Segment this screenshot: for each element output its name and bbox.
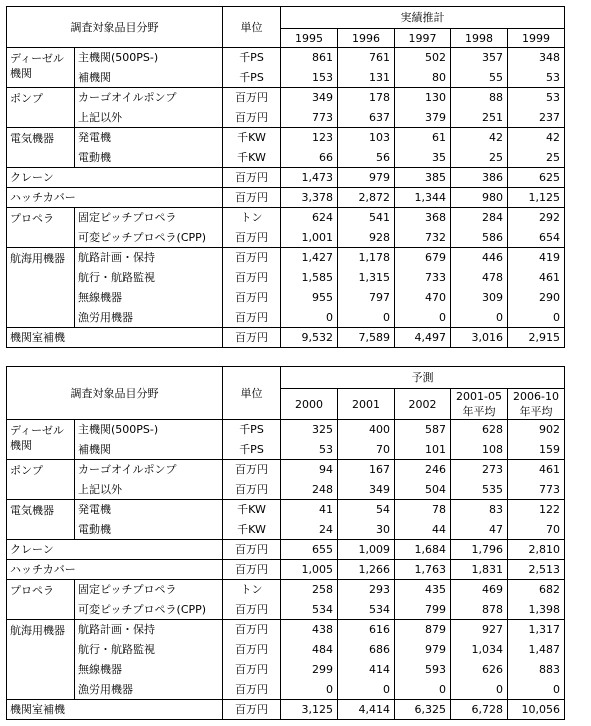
category-label: ポンプ bbox=[7, 460, 75, 500]
header-row bbox=[7, 7, 565, 29]
unit-cell: 百万円 bbox=[223, 308, 281, 328]
header-unit: 単位 bbox=[223, 7, 281, 48]
value-cell: 122 bbox=[508, 500, 565, 520]
value-cell: 0 bbox=[451, 308, 508, 328]
table-row bbox=[7, 620, 565, 640]
value-cell: 637 bbox=[338, 108, 395, 128]
value-cell: 593 bbox=[395, 660, 451, 680]
category-label: 機関室補機 bbox=[7, 328, 223, 348]
value-cell: 469 bbox=[451, 580, 508, 600]
unit-cell: 百万円 bbox=[223, 168, 281, 188]
item-label: 主機関(500PS-) bbox=[75, 420, 223, 440]
item-label: 補機関 bbox=[75, 68, 223, 88]
unit-cell: 千PS bbox=[223, 420, 281, 440]
value-cell: 130 bbox=[395, 88, 451, 108]
value-cell: 2,513 bbox=[508, 560, 565, 580]
value-cell: 284 bbox=[451, 208, 508, 228]
value-cell: 2,810 bbox=[508, 540, 565, 560]
year-header: 2002 bbox=[395, 389, 451, 420]
value-cell: 56 bbox=[338, 148, 395, 168]
item-label: 航行・航路監視 bbox=[75, 640, 223, 660]
category-label: 機関室補機 bbox=[7, 700, 223, 720]
value-cell: 290 bbox=[508, 288, 565, 308]
category-label: 電気機器 bbox=[7, 128, 75, 168]
value-cell: 883 bbox=[508, 660, 565, 680]
unit-cell: 百万円 bbox=[223, 288, 281, 308]
category-label: ディーゼル機関 bbox=[7, 420, 75, 460]
value-cell: 349 bbox=[338, 480, 395, 500]
value-cell: 655 bbox=[281, 540, 338, 560]
value-cell: 70 bbox=[338, 440, 395, 460]
value-cell: 61 bbox=[395, 128, 451, 148]
value-cell: 3,125 bbox=[281, 700, 338, 720]
value-cell: 246 bbox=[395, 460, 451, 480]
header-unit: 単位 bbox=[223, 367, 281, 420]
item-label: 上記以外 bbox=[75, 108, 223, 128]
item-label: 主機関(500PS-) bbox=[75, 48, 223, 68]
value-cell: 379 bbox=[395, 108, 451, 128]
table-row bbox=[7, 88, 565, 108]
item-label: 固定ピッチプロペラ bbox=[75, 580, 223, 600]
year-header: 2006-10 年平均 bbox=[508, 389, 565, 420]
value-cell: 773 bbox=[281, 108, 338, 128]
value-cell: 10,056 bbox=[508, 700, 565, 720]
value-cell: 419 bbox=[508, 248, 565, 268]
unit-cell: 百万円 bbox=[223, 660, 281, 680]
table-row bbox=[7, 580, 565, 600]
value-cell: 773 bbox=[508, 480, 565, 500]
table-row bbox=[7, 268, 565, 288]
item-label: 上記以外 bbox=[75, 480, 223, 500]
value-cell: 41 bbox=[281, 500, 338, 520]
unit-cell: 千KW bbox=[223, 148, 281, 168]
year-header: 1995 bbox=[281, 29, 338, 48]
value-cell: 309 bbox=[451, 288, 508, 308]
header-row bbox=[7, 367, 565, 389]
value-cell: 292 bbox=[508, 208, 565, 228]
unit-cell: 千PS bbox=[223, 48, 281, 68]
category-label: クレーン bbox=[7, 168, 223, 188]
value-cell: 349 bbox=[281, 88, 338, 108]
unit-cell: 百万円 bbox=[223, 480, 281, 500]
value-cell: 131 bbox=[338, 68, 395, 88]
value-cell: 80 bbox=[395, 68, 451, 88]
table-row bbox=[7, 520, 565, 540]
item-label: 漁労用機器 bbox=[75, 680, 223, 700]
value-cell: 861 bbox=[281, 48, 338, 68]
unit-cell: 千KW bbox=[223, 520, 281, 540]
value-cell: 66 bbox=[281, 148, 338, 168]
value-cell: 446 bbox=[451, 248, 508, 268]
value-cell: 534 bbox=[281, 600, 338, 620]
value-cell: 0 bbox=[338, 308, 395, 328]
value-cell: 1,266 bbox=[338, 560, 395, 580]
value-cell: 1,831 bbox=[451, 560, 508, 580]
category-label: 航海用機器 bbox=[7, 248, 75, 328]
year-header: 1996 bbox=[338, 29, 395, 48]
value-cell: 625 bbox=[508, 168, 565, 188]
table-row bbox=[7, 68, 565, 88]
table-row bbox=[7, 640, 565, 660]
value-cell: 679 bbox=[395, 248, 451, 268]
item-label: 固定ピッチプロペラ bbox=[75, 208, 223, 228]
year-header: 2000 bbox=[281, 389, 338, 420]
table-row bbox=[7, 420, 565, 440]
table-row bbox=[7, 560, 565, 580]
value-cell: 159 bbox=[508, 440, 565, 460]
value-cell: 385 bbox=[395, 168, 451, 188]
value-cell: 504 bbox=[395, 480, 451, 500]
header-group: 予測 bbox=[281, 367, 565, 389]
table-row bbox=[7, 48, 565, 68]
item-label: 電動機 bbox=[75, 520, 223, 540]
unit-cell: 百万円 bbox=[223, 640, 281, 660]
value-cell: 293 bbox=[338, 580, 395, 600]
item-label: カーゴオイルポンプ bbox=[75, 460, 223, 480]
unit-cell: 百万円 bbox=[223, 248, 281, 268]
value-cell: 357 bbox=[451, 48, 508, 68]
actual-estimate-table bbox=[6, 6, 565, 348]
value-cell: 979 bbox=[338, 168, 395, 188]
value-cell: 25 bbox=[508, 148, 565, 168]
item-label: 無線機器 bbox=[75, 660, 223, 680]
value-cell: 25 bbox=[451, 148, 508, 168]
value-cell: 484 bbox=[281, 640, 338, 660]
value-cell: 400 bbox=[338, 420, 395, 440]
value-cell: 686 bbox=[338, 640, 395, 660]
item-label: 補機関 bbox=[75, 440, 223, 460]
header-group: 実績推計 bbox=[281, 7, 565, 29]
value-cell: 535 bbox=[451, 480, 508, 500]
value-cell: 1,585 bbox=[281, 268, 338, 288]
item-label: 航路計画・保持 bbox=[75, 248, 223, 268]
value-cell: 733 bbox=[395, 268, 451, 288]
value-cell: 7,589 bbox=[338, 328, 395, 348]
value-cell: 461 bbox=[508, 268, 565, 288]
table-row bbox=[7, 288, 565, 308]
value-cell: 368 bbox=[395, 208, 451, 228]
value-cell: 4,497 bbox=[395, 328, 451, 348]
value-cell: 6,728 bbox=[451, 700, 508, 720]
item-label: カーゴオイルポンプ bbox=[75, 88, 223, 108]
value-cell: 9,532 bbox=[281, 328, 338, 348]
category-label: 航海用機器 bbox=[7, 620, 75, 700]
unit-cell: 千KW bbox=[223, 500, 281, 520]
item-label: 発電機 bbox=[75, 500, 223, 520]
value-cell: 879 bbox=[395, 620, 451, 640]
value-cell: 42 bbox=[451, 128, 508, 148]
value-cell: 1,796 bbox=[451, 540, 508, 560]
item-label: 可変ピッチプロペラ(CPP) bbox=[75, 600, 223, 620]
value-cell: 248 bbox=[281, 480, 338, 500]
unit-cell: 千PS bbox=[223, 440, 281, 460]
value-cell: 325 bbox=[281, 420, 338, 440]
value-cell: 0 bbox=[281, 308, 338, 328]
table-row bbox=[7, 248, 565, 268]
value-cell: 927 bbox=[451, 620, 508, 640]
value-cell: 273 bbox=[451, 460, 508, 480]
value-cell: 586 bbox=[451, 228, 508, 248]
table-row bbox=[7, 500, 565, 520]
value-cell: 251 bbox=[451, 108, 508, 128]
value-cell: 47 bbox=[451, 520, 508, 540]
value-cell: 6,325 bbox=[395, 700, 451, 720]
item-label: 無線機器 bbox=[75, 288, 223, 308]
table-row bbox=[7, 440, 565, 460]
value-cell: 2,915 bbox=[508, 328, 565, 348]
value-cell: 902 bbox=[508, 420, 565, 440]
value-cell: 3,016 bbox=[451, 328, 508, 348]
value-cell: 53 bbox=[508, 88, 565, 108]
table-row bbox=[7, 460, 565, 480]
table-row bbox=[7, 128, 565, 148]
value-cell: 534 bbox=[338, 600, 395, 620]
value-cell: 628 bbox=[451, 420, 508, 440]
value-cell: 438 bbox=[281, 620, 338, 640]
value-cell: 237 bbox=[508, 108, 565, 128]
unit-cell: トン bbox=[223, 208, 281, 228]
value-cell: 299 bbox=[281, 660, 338, 680]
item-label: 電動機 bbox=[75, 148, 223, 168]
value-cell: 616 bbox=[338, 620, 395, 640]
value-cell: 153 bbox=[281, 68, 338, 88]
value-cell: 955 bbox=[281, 288, 338, 308]
header-item-category: 調査対象品目分野 bbox=[7, 367, 223, 420]
value-cell: 70 bbox=[508, 520, 565, 540]
header-item-category: 調査対象品目分野 bbox=[7, 7, 223, 48]
value-cell: 0 bbox=[281, 680, 338, 700]
value-cell: 24 bbox=[281, 520, 338, 540]
value-cell: 0 bbox=[451, 680, 508, 700]
value-cell: 1,178 bbox=[338, 248, 395, 268]
table-row bbox=[7, 188, 565, 208]
category-label: ポンプ bbox=[7, 88, 75, 128]
value-cell: 470 bbox=[395, 288, 451, 308]
unit-cell: 百万円 bbox=[223, 88, 281, 108]
value-cell: 1,684 bbox=[395, 540, 451, 560]
value-cell: 54 bbox=[338, 500, 395, 520]
value-cell: 1,125 bbox=[508, 188, 565, 208]
value-cell: 541 bbox=[338, 208, 395, 228]
year-header: 1998 bbox=[451, 29, 508, 48]
value-cell: 478 bbox=[451, 268, 508, 288]
table-row bbox=[7, 228, 565, 248]
unit-cell: 百万円 bbox=[223, 188, 281, 208]
value-cell: 0 bbox=[338, 680, 395, 700]
unit-cell: 百万円 bbox=[223, 680, 281, 700]
value-cell: 0 bbox=[508, 308, 565, 328]
year-header: 2001-05 年平均 bbox=[451, 389, 508, 420]
value-cell: 682 bbox=[508, 580, 565, 600]
table-row bbox=[7, 168, 565, 188]
value-cell: 626 bbox=[451, 660, 508, 680]
value-cell: 502 bbox=[395, 48, 451, 68]
year-header: 2001 bbox=[338, 389, 395, 420]
category-label: プロペラ bbox=[7, 580, 75, 620]
value-cell: 386 bbox=[451, 168, 508, 188]
item-label: 航行・航路監視 bbox=[75, 268, 223, 288]
value-cell: 167 bbox=[338, 460, 395, 480]
category-label: ディーゼル機関 bbox=[7, 48, 75, 88]
category-label: ハッチカバー bbox=[7, 188, 223, 208]
table-row bbox=[7, 108, 565, 128]
value-cell: 587 bbox=[395, 420, 451, 440]
value-cell: 348 bbox=[508, 48, 565, 68]
table-row bbox=[7, 308, 565, 328]
value-cell: 624 bbox=[281, 208, 338, 228]
value-cell: 178 bbox=[338, 88, 395, 108]
item-label: 発電機 bbox=[75, 128, 223, 148]
value-cell: 1,315 bbox=[338, 268, 395, 288]
value-cell: 1,473 bbox=[281, 168, 338, 188]
value-cell: 35 bbox=[395, 148, 451, 168]
value-cell: 258 bbox=[281, 580, 338, 600]
value-cell: 928 bbox=[338, 228, 395, 248]
unit-cell: 百万円 bbox=[223, 228, 281, 248]
table-row bbox=[7, 680, 565, 700]
unit-cell: 百万円 bbox=[223, 460, 281, 480]
value-cell: 799 bbox=[395, 600, 451, 620]
value-cell: 123 bbox=[281, 128, 338, 148]
value-cell: 761 bbox=[338, 48, 395, 68]
value-cell: 88 bbox=[451, 88, 508, 108]
table-row bbox=[7, 600, 565, 620]
value-cell: 53 bbox=[508, 68, 565, 88]
table-row bbox=[7, 208, 565, 228]
value-cell: 414 bbox=[338, 660, 395, 680]
table-row bbox=[7, 540, 565, 560]
unit-cell: 百万円 bbox=[223, 700, 281, 720]
unit-cell: 百万円 bbox=[223, 620, 281, 640]
value-cell: 797 bbox=[338, 288, 395, 308]
value-cell: 55 bbox=[451, 68, 508, 88]
unit-cell: 百万円 bbox=[223, 108, 281, 128]
value-cell: 42 bbox=[508, 128, 565, 148]
unit-cell: 百万円 bbox=[223, 268, 281, 288]
item-label: 可変ピッチプロペラ(CPP) bbox=[75, 228, 223, 248]
value-cell: 44 bbox=[395, 520, 451, 540]
item-label: 航路計画・保持 bbox=[75, 620, 223, 640]
category-label: プロペラ bbox=[7, 208, 75, 248]
value-cell: 83 bbox=[451, 500, 508, 520]
value-cell: 1,009 bbox=[338, 540, 395, 560]
value-cell: 979 bbox=[395, 640, 451, 660]
value-cell: 878 bbox=[451, 600, 508, 620]
value-cell: 30 bbox=[338, 520, 395, 540]
unit-cell: 百万円 bbox=[223, 560, 281, 580]
value-cell: 0 bbox=[395, 680, 451, 700]
value-cell: 1,398 bbox=[508, 600, 565, 620]
unit-cell: 千PS bbox=[223, 68, 281, 88]
value-cell: 2,872 bbox=[338, 188, 395, 208]
unit-cell: トン bbox=[223, 580, 281, 600]
value-cell: 108 bbox=[451, 440, 508, 460]
value-cell: 78 bbox=[395, 500, 451, 520]
value-cell: 980 bbox=[451, 188, 508, 208]
value-cell: 101 bbox=[395, 440, 451, 460]
unit-cell: 百万円 bbox=[223, 540, 281, 560]
unit-cell: 百万円 bbox=[223, 328, 281, 348]
value-cell: 435 bbox=[395, 580, 451, 600]
table-row bbox=[7, 480, 565, 500]
table-row bbox=[7, 700, 565, 720]
value-cell: 0 bbox=[395, 308, 451, 328]
value-cell: 1,487 bbox=[508, 640, 565, 660]
value-cell: 94 bbox=[281, 460, 338, 480]
value-cell: 1,317 bbox=[508, 620, 565, 640]
value-cell: 0 bbox=[508, 680, 565, 700]
value-cell: 1,005 bbox=[281, 560, 338, 580]
value-cell: 1,427 bbox=[281, 248, 338, 268]
value-cell: 103 bbox=[338, 128, 395, 148]
value-cell: 1,763 bbox=[395, 560, 451, 580]
value-cell: 1,344 bbox=[395, 188, 451, 208]
value-cell: 3,378 bbox=[281, 188, 338, 208]
value-cell: 1,034 bbox=[451, 640, 508, 660]
year-header: 1999 bbox=[508, 29, 565, 48]
value-cell: 461 bbox=[508, 460, 565, 480]
category-label: ハッチカバー bbox=[7, 560, 223, 580]
category-label: 電気機器 bbox=[7, 500, 75, 540]
table-row bbox=[7, 148, 565, 168]
table-row bbox=[7, 660, 565, 680]
item-label: 漁労用機器 bbox=[75, 308, 223, 328]
value-cell: 732 bbox=[395, 228, 451, 248]
value-cell: 53 bbox=[281, 440, 338, 460]
forecast-table bbox=[6, 366, 565, 720]
value-cell: 1,001 bbox=[281, 228, 338, 248]
value-cell: 654 bbox=[508, 228, 565, 248]
year-header: 1997 bbox=[395, 29, 451, 48]
category-label: クレーン bbox=[7, 540, 223, 560]
value-cell: 4,414 bbox=[338, 700, 395, 720]
unit-cell: 千KW bbox=[223, 128, 281, 148]
table-row bbox=[7, 328, 565, 348]
unit-cell: 百万円 bbox=[223, 600, 281, 620]
